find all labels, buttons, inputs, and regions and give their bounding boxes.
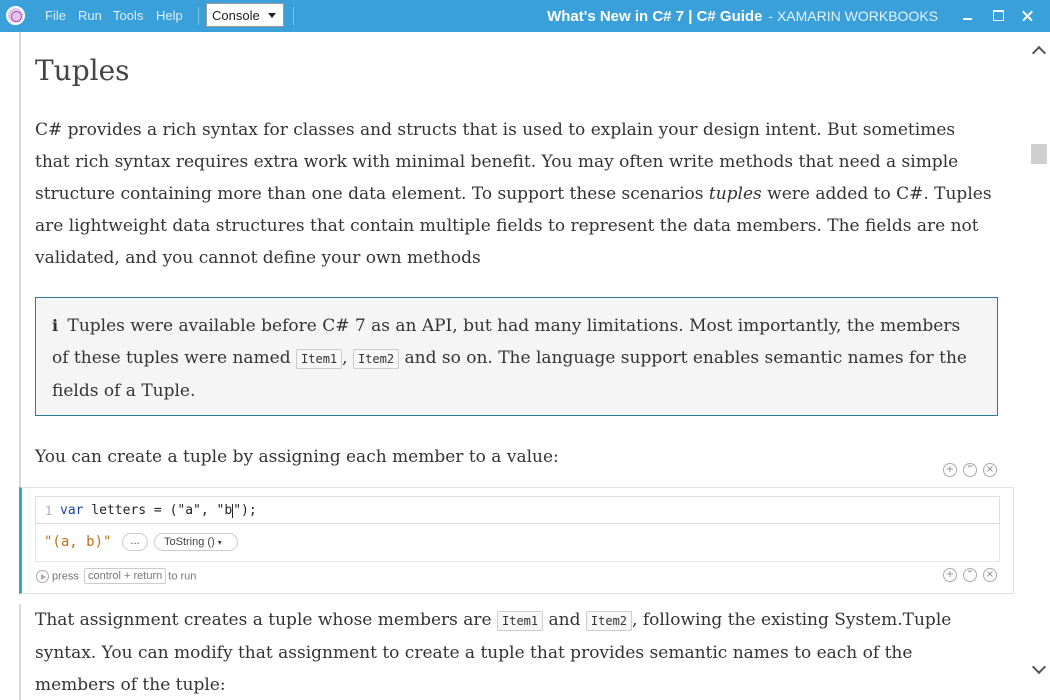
cell-actions: [943, 463, 999, 479]
run-icon[interactable]: [36, 570, 49, 583]
intro-paragraph: [35, 114, 995, 274]
result-value: "(a, b)": [44, 534, 112, 550]
comment-cell-icon[interactable]: ”: [963, 568, 977, 582]
code-text: letters = ("a", "b: [83, 503, 233, 518]
xamarin-workbooks-logo-icon: [6, 6, 25, 25]
cell-actions: [943, 568, 999, 584]
info-icon: i: [52, 316, 59, 335]
cell-gutter: [19, 32, 21, 487]
remove-cell-icon[interactable]: ×: [983, 463, 997, 477]
dropdown-caret-icon: [268, 13, 276, 18]
scroll-up-icon[interactable]: [1032, 46, 1046, 60]
paragraph-text: That assignment creates a tuple whose members are: [35, 610, 497, 630]
info-text: [52, 310, 981, 407]
add-cell-icon[interactable]: +: [943, 568, 957, 582]
scroll-down-icon[interactable]: [1032, 660, 1046, 674]
inline-code: Item2: [353, 349, 399, 369]
remove-cell-icon[interactable]: ×: [983, 568, 997, 582]
menu-separator: [198, 7, 199, 25]
code-editor[interactable]: [35, 496, 1000, 524]
emphasis-text: tuples: [708, 184, 762, 204]
toolbar-separator: [293, 7, 294, 25]
paragraph: You can create a tuple by assigning each member to a value:: [35, 447, 559, 467]
chevron-down-icon: ▾: [217, 538, 222, 547]
inline-code: Item1: [497, 611, 543, 631]
tostring-dropdown[interactable]: [154, 533, 238, 551]
document-title: What's New in C# 7 | C# Guide: [547, 8, 763, 25]
tostring-label: ToString (): [164, 536, 215, 548]
result-more-button[interactable]: ...: [122, 533, 148, 551]
console-dropdown-label: Console: [212, 8, 260, 23]
code-keyword: var: [60, 503, 84, 518]
paragraph-text: and: [543, 610, 586, 630]
minimize-button[interactable]: [958, 6, 978, 26]
vertical-scrollbar[interactable]: [1030, 32, 1050, 700]
hint-to-run: to run: [168, 570, 197, 583]
menu-help[interactable]: Help: [156, 8, 183, 23]
title-bar: [0, 0, 1050, 32]
console-dropdown[interactable]: [206, 3, 284, 27]
code-line[interactable]: [60, 503, 257, 518]
paragraph: [35, 604, 995, 700]
window-title: [547, 8, 938, 25]
paragraph-text: were added to C#. Tuples are lightweight data structures that contain multiple fields to represent the data members. The fields are not validated, and you cannot define your own methods: [35, 184, 992, 268]
comment-cell-icon[interactable]: ”: [963, 463, 977, 477]
cell-gutter: [19, 604, 21, 700]
menu-tools[interactable]: Tools: [113, 8, 144, 23]
app-name: - XAMARIN WORKBOOKS: [768, 8, 938, 24]
workbook-content: [0, 32, 1030, 700]
info-text-part: ,: [342, 348, 353, 368]
close-window-button[interactable]: [1018, 6, 1038, 26]
keyboard-shortcut: control + return: [84, 568, 166, 584]
code-cell: [19, 487, 1014, 594]
line-number: 1: [45, 504, 53, 518]
maximize-button[interactable]: [988, 6, 1008, 26]
menu-file[interactable]: File: [45, 8, 66, 23]
info-callout: [35, 297, 998, 416]
result-output: [35, 524, 1000, 562]
menu-run[interactable]: Run: [78, 8, 102, 23]
paragraph-text: C# provides a rich syntax for classes and structs that is used to explain your design intent. But sometimes that rich syntax requires extra work with minimal benefit. You may often write methods that need a simple structure containing more than one data element. To support these scenarios: [35, 120, 959, 204]
run-hint: [36, 570, 196, 583]
info-text-part: Tuples were available before C# 7 as an API, but had many limitations. Most importantly, the members of these tuples were named: [52, 316, 961, 368]
scroll-thumb[interactable]: [1031, 144, 1047, 164]
section-heading: Tuples: [35, 54, 130, 87]
inline-code: Item1: [296, 349, 342, 369]
add-cell-icon[interactable]: +: [943, 463, 957, 477]
info-text-part: and so on. The language support enables semantic names for the fields of a Tuple.: [52, 348, 967, 401]
inline-code: Item2: [586, 611, 632, 631]
code-text: ");: [233, 503, 257, 518]
hint-press: press: [52, 570, 79, 583]
paragraph-text: , following the existing System.Tuple syntax. You can modify that assignment to create a tuple that provides semantic names to each of the members of the tuple:: [35, 610, 952, 695]
